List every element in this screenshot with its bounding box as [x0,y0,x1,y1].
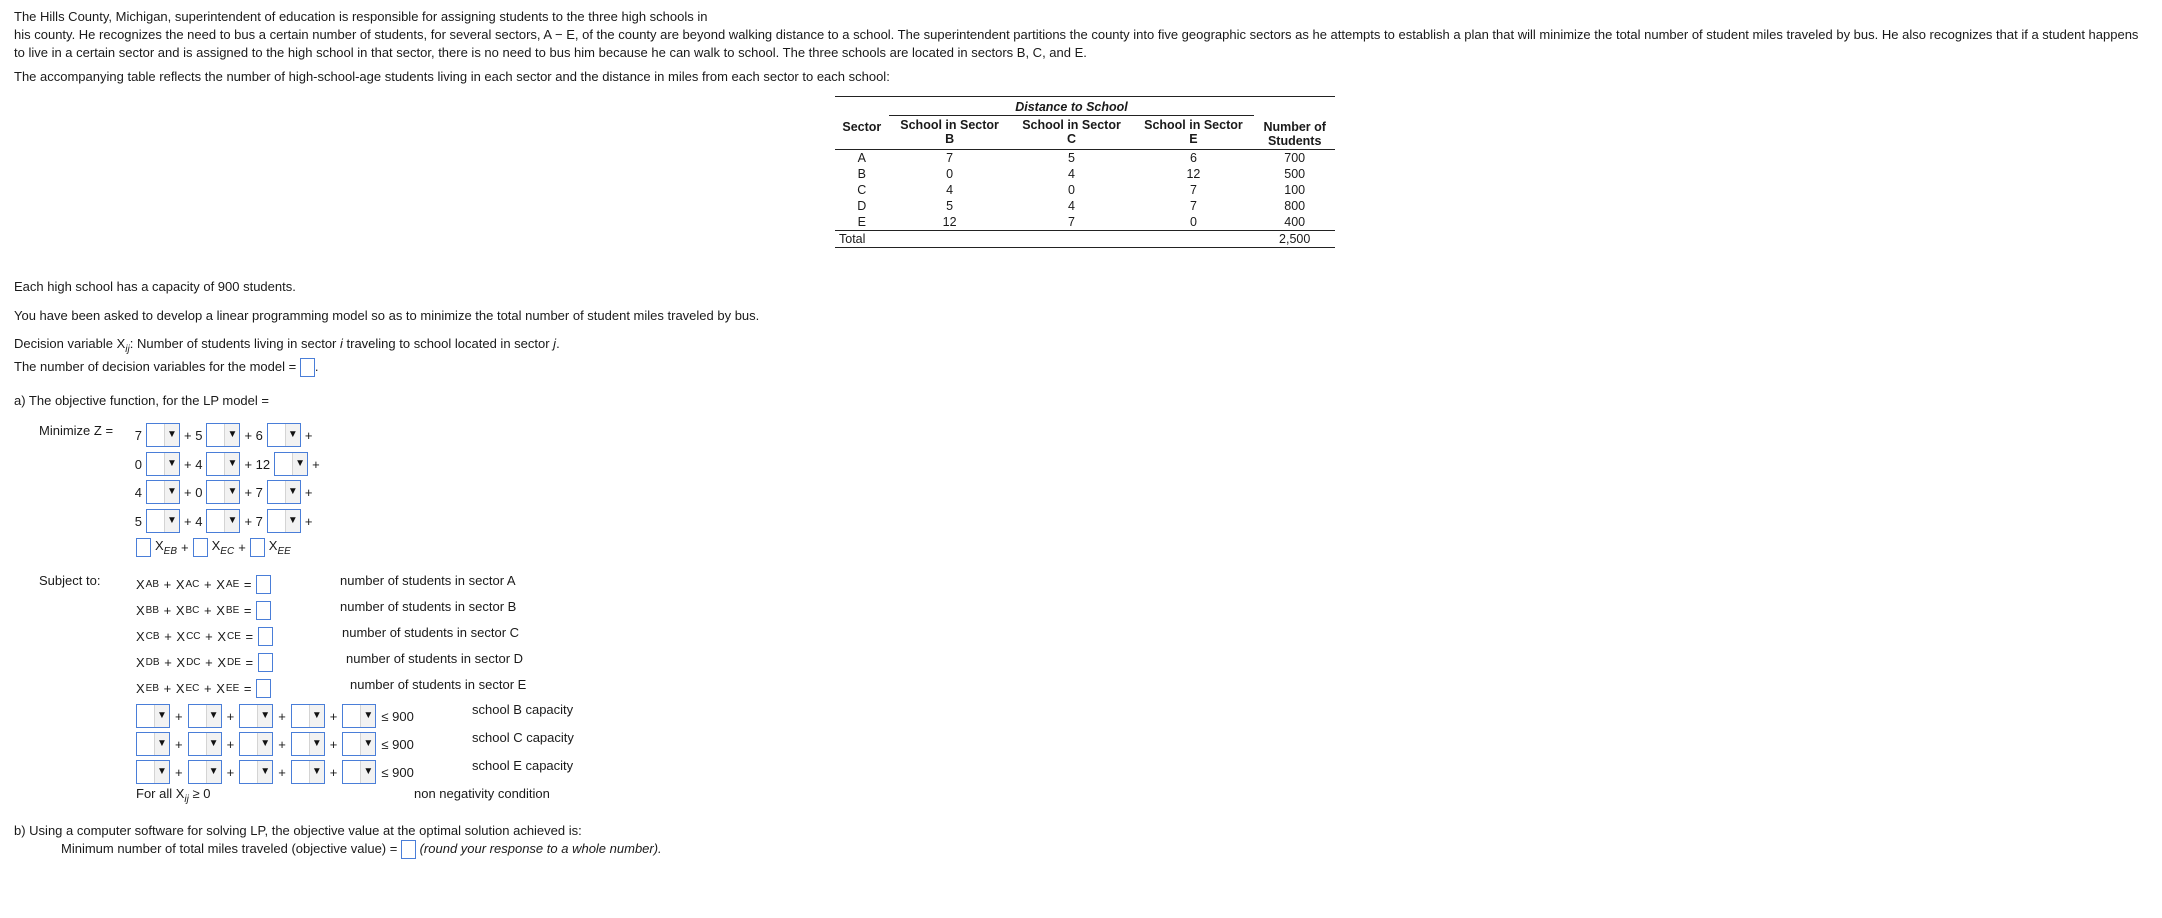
coef-1: 7 [134,427,142,443]
cell-e: 7 [1189,182,1197,197]
variable-select[interactable] [342,760,376,784]
constraint-desc: number of students in sector E [350,677,527,692]
total-value: 2,500 [1279,231,1311,246]
plus-sign: + [329,764,338,780]
plus-sign: + [175,736,183,752]
cell-c: 4 [1068,198,1075,213]
capacity-desc: school E capacity [472,758,574,773]
cell-n: 800 [1284,198,1306,213]
variable-select[interactable] [291,732,325,756]
variable-select[interactable] [239,760,273,784]
variable-select[interactable] [239,704,273,728]
intro-line-2: his county. He recognizes the need to bus a certain number of students, for several sectors, A − E, of the county are beyond walking distance to a school. The superintendent partitions the county into five geographic sectors as he attempts to establish a plan that will minimize the total number of student miles traveled by bus. He also recognizes that if a student happens [14,27,2139,42]
chevron-down-icon: ▼ [285,481,300,503]
col-header-students: Number of Students [1263,119,1326,148]
chevron-down-icon: ▼ [285,424,300,446]
coef-1: 4 [134,484,142,500]
plus-sign: + [278,708,286,724]
variable-select[interactable] [267,509,301,533]
supply-constraint: X EB + X EC + X EE = [136,679,271,698]
plus-sign: + [304,427,313,443]
constraint-desc: number of students in sector C [342,625,520,640]
cell-e: 0 [1189,214,1197,229]
supply-constraint: X CB + X CC + X CE = [136,627,273,646]
cell-c: 7 [1068,214,1075,229]
variable-select[interactable] [146,423,180,447]
intro-line-1: The Hills County, Michigan, superintendent of education is responsible for assigning students to the three high schools in [14,9,708,24]
variable-select[interactable] [206,480,240,504]
cell-n: 500 [1284,166,1306,181]
plus-sign: + [226,708,235,724]
objective-row [134,423,312,447]
plus-sign: + [312,456,320,472]
cell-sector: D [857,198,867,213]
decision-variable-definition: Decision variable $X_{ij}$: Number of students living in sector i traveling to school located in sector j. [14,336,560,355]
variable-select[interactable] [136,732,170,756]
col-header-school-c: School in Sector C [1022,118,1121,147]
chevron-down-icon: ▼ [154,733,169,755]
distance-table [835,96,1335,248]
variable-select[interactable] [274,452,308,476]
plus-sign: + [304,484,313,500]
constraint-desc: number of students in sector B [340,599,517,614]
chevron-down-icon: ▼ [224,481,239,503]
variable-select[interactable] [136,760,170,784]
variable-select[interactable] [136,704,170,728]
variable-select[interactable] [188,704,222,728]
cell-b: 5 [946,198,954,213]
num-vars-line: The number of decision variables for the model = . [14,358,2154,377]
part-b-line [61,840,662,859]
coef-2: + 5 [184,427,203,443]
table-row [835,149,1335,166]
variable-select[interactable] [146,509,180,533]
cell-c: 5 [1068,150,1075,165]
num-vars-input[interactable] [300,358,315,377]
task-text: You have been asked to develop a linear programming model so as to minimize the total number of student miles traveled by bus. [14,308,760,323]
chevron-down-icon: ▼ [224,453,239,475]
nonnegativity-constraint: For all $X_{ij} \ge 0$ [136,786,211,805]
chevron-down-icon: ▼ [257,761,272,783]
chevron-down-icon: ▼ [206,705,221,727]
table-row [835,214,1335,231]
capacity-constraint [136,732,414,756]
plus-sign: + [278,764,286,780]
cell-n: 100 [1284,182,1306,197]
cell-c: 0 [1068,182,1075,197]
capacity-text: Each high school has a capacity of 900 students. [14,279,296,294]
col-header-school-b: School in Sector B [900,118,999,147]
intro-line-3: to live in a certain sector and is assigned to the high school in that sector, there is no need to bus him because he can walk to school. The three schools are located in sectors B, C, and E. [14,45,1087,60]
cell-c: 4 [1068,166,1075,181]
supply-rhs-input[interactable] [256,601,271,620]
coef-input-ee[interactable] [250,538,265,557]
chevron-down-icon: ▼ [309,733,324,755]
table-row [835,182,1335,198]
coef-1: 5 [134,513,142,529]
cell-b: 12 [942,214,957,229]
plus-sign: + [175,764,183,780]
objective-row [134,480,312,504]
chevron-down-icon: ▼ [164,453,179,475]
capacity-constraint [136,760,414,784]
col-header-school-e: School in Sector E [1144,118,1243,147]
cell-b: 4 [946,182,954,197]
plus-sign: + [278,736,286,752]
part-b-question: Minimum number of total miles traveled (objective value) = [61,840,398,856]
variable-select[interactable] [267,480,301,504]
variable-select[interactable] [291,760,325,784]
capacity-desc: school B capacity [472,702,574,717]
capacity-rhs: ≤ 900 [381,764,414,780]
plus-sign: + [226,736,235,752]
table-row [835,198,1335,214]
chevron-down-icon: ▼ [285,510,300,532]
chevron-down-icon: ▼ [164,481,179,503]
variable-select[interactable] [342,732,376,756]
objective-last-row: $X_{EB}$ + $X_{EC}$ + $X_{EE}$ [136,538,291,557]
chevron-down-icon: ▼ [257,705,272,727]
chevron-down-icon: ▼ [164,424,179,446]
coef-3: + 7 [244,484,263,500]
cell-n: 400 [1284,214,1306,229]
cell-n: 700 [1284,150,1306,165]
cell-b: 7 [946,150,954,165]
objective-row [134,452,320,476]
constraint-desc: number of students in sector D [346,651,524,666]
capacity-constraint [136,704,414,728]
chevron-down-icon: ▼ [360,761,375,783]
variable-select[interactable] [291,704,325,728]
variable-select[interactable] [206,452,240,476]
cell-sector: A [857,150,866,165]
objective-row [134,509,312,533]
variable-select[interactable] [146,452,180,476]
chevron-down-icon: ▼ [154,761,169,783]
variable-select[interactable] [239,732,273,756]
supply-constraint: X AB + X AC + X AE = [136,575,271,594]
objective-value-input[interactable] [401,840,416,859]
minimize-label: Minimize Z = [39,423,114,438]
variable-select[interactable] [188,760,222,784]
plus-sign: + [304,513,313,529]
supply-rhs-input[interactable] [256,679,271,698]
coef-input-eb[interactable] [136,538,151,557]
capacity-desc: school C capacity [472,730,574,745]
supply-constraint: X BB + X BC + X BE = [136,601,271,620]
chevron-down-icon: ▼ [309,705,324,727]
variable-select[interactable] [342,704,376,728]
coef-2: + 4 [184,513,203,529]
constraint-desc: number of students in sector A [340,573,516,588]
part-a-label: a) The objective function, for the LP model = [14,393,269,408]
distance-group-header: Distance to School [889,97,1255,116]
chevron-down-icon: ▼ [206,761,221,783]
chevron-down-icon: ▼ [224,424,239,446]
chevron-down-icon: ▼ [309,761,324,783]
variable-select[interactable] [206,423,240,447]
intro-paragraph [14,8,2154,62]
coef-1: 0 [134,456,142,472]
col-header-sector: Sector [842,119,882,134]
supply-rhs-input[interactable] [258,627,273,646]
table-row [835,166,1335,182]
cell-e: 6 [1189,150,1197,165]
chevron-down-icon: ▼ [257,733,272,755]
plus-sign: + [329,708,338,724]
chevron-down-icon: ▼ [360,733,375,755]
variable-select[interactable] [146,480,180,504]
table-intro: The accompanying table reflects the number of high-school-age students living in each sector and the distance in miles from each sector to each school: [14,69,890,84]
variable-select[interactable] [188,732,222,756]
chevron-down-icon: ▼ [360,705,375,727]
plus-sign: + [329,736,338,752]
chevron-down-icon: ▼ [224,510,239,532]
cell-sector: B [857,166,866,181]
cell-b: 0 [946,166,954,181]
coef-2: + 4 [184,456,203,472]
num-vars-label: The number of decision variables for the model = [14,359,297,374]
cell-sector: C [857,182,867,197]
part-b-note: (round your response to a whole number). [419,840,662,856]
supply-constraint: X DB + X DC + X DE = [136,653,273,672]
cell-sector: E [857,214,866,229]
total-label: Total [839,231,866,246]
variable-select[interactable] [267,423,301,447]
chevron-down-icon: ▼ [206,733,221,755]
chevron-down-icon: ▼ [154,705,169,727]
cell-e: 12 [1186,166,1201,181]
supply-rhs-input[interactable] [256,575,271,594]
coef-3: + 7 [244,513,263,529]
supply-rhs-input[interactable] [258,653,273,672]
variable-select[interactable] [206,509,240,533]
capacity-rhs: ≤ 900 [381,708,414,724]
plus-sign: + [226,764,235,780]
coef-3: + 6 [244,427,263,443]
cell-e: 7 [1189,198,1197,213]
coef-3: + 12 [244,456,271,472]
coef-input-ec[interactable] [193,538,208,557]
nonnegativity-desc: non negativity condition [414,786,550,801]
chevron-down-icon: ▼ [292,453,307,475]
subject-to-label: Subject to: [39,573,101,588]
capacity-rhs: ≤ 900 [381,736,414,752]
part-b-label: b) Using a computer software for solving LP, the objective value at the optimal solution achieved is: [14,823,582,838]
plus-sign: + [175,708,183,724]
chevron-down-icon: ▼ [164,510,179,532]
coef-2: + 0 [184,484,203,500]
